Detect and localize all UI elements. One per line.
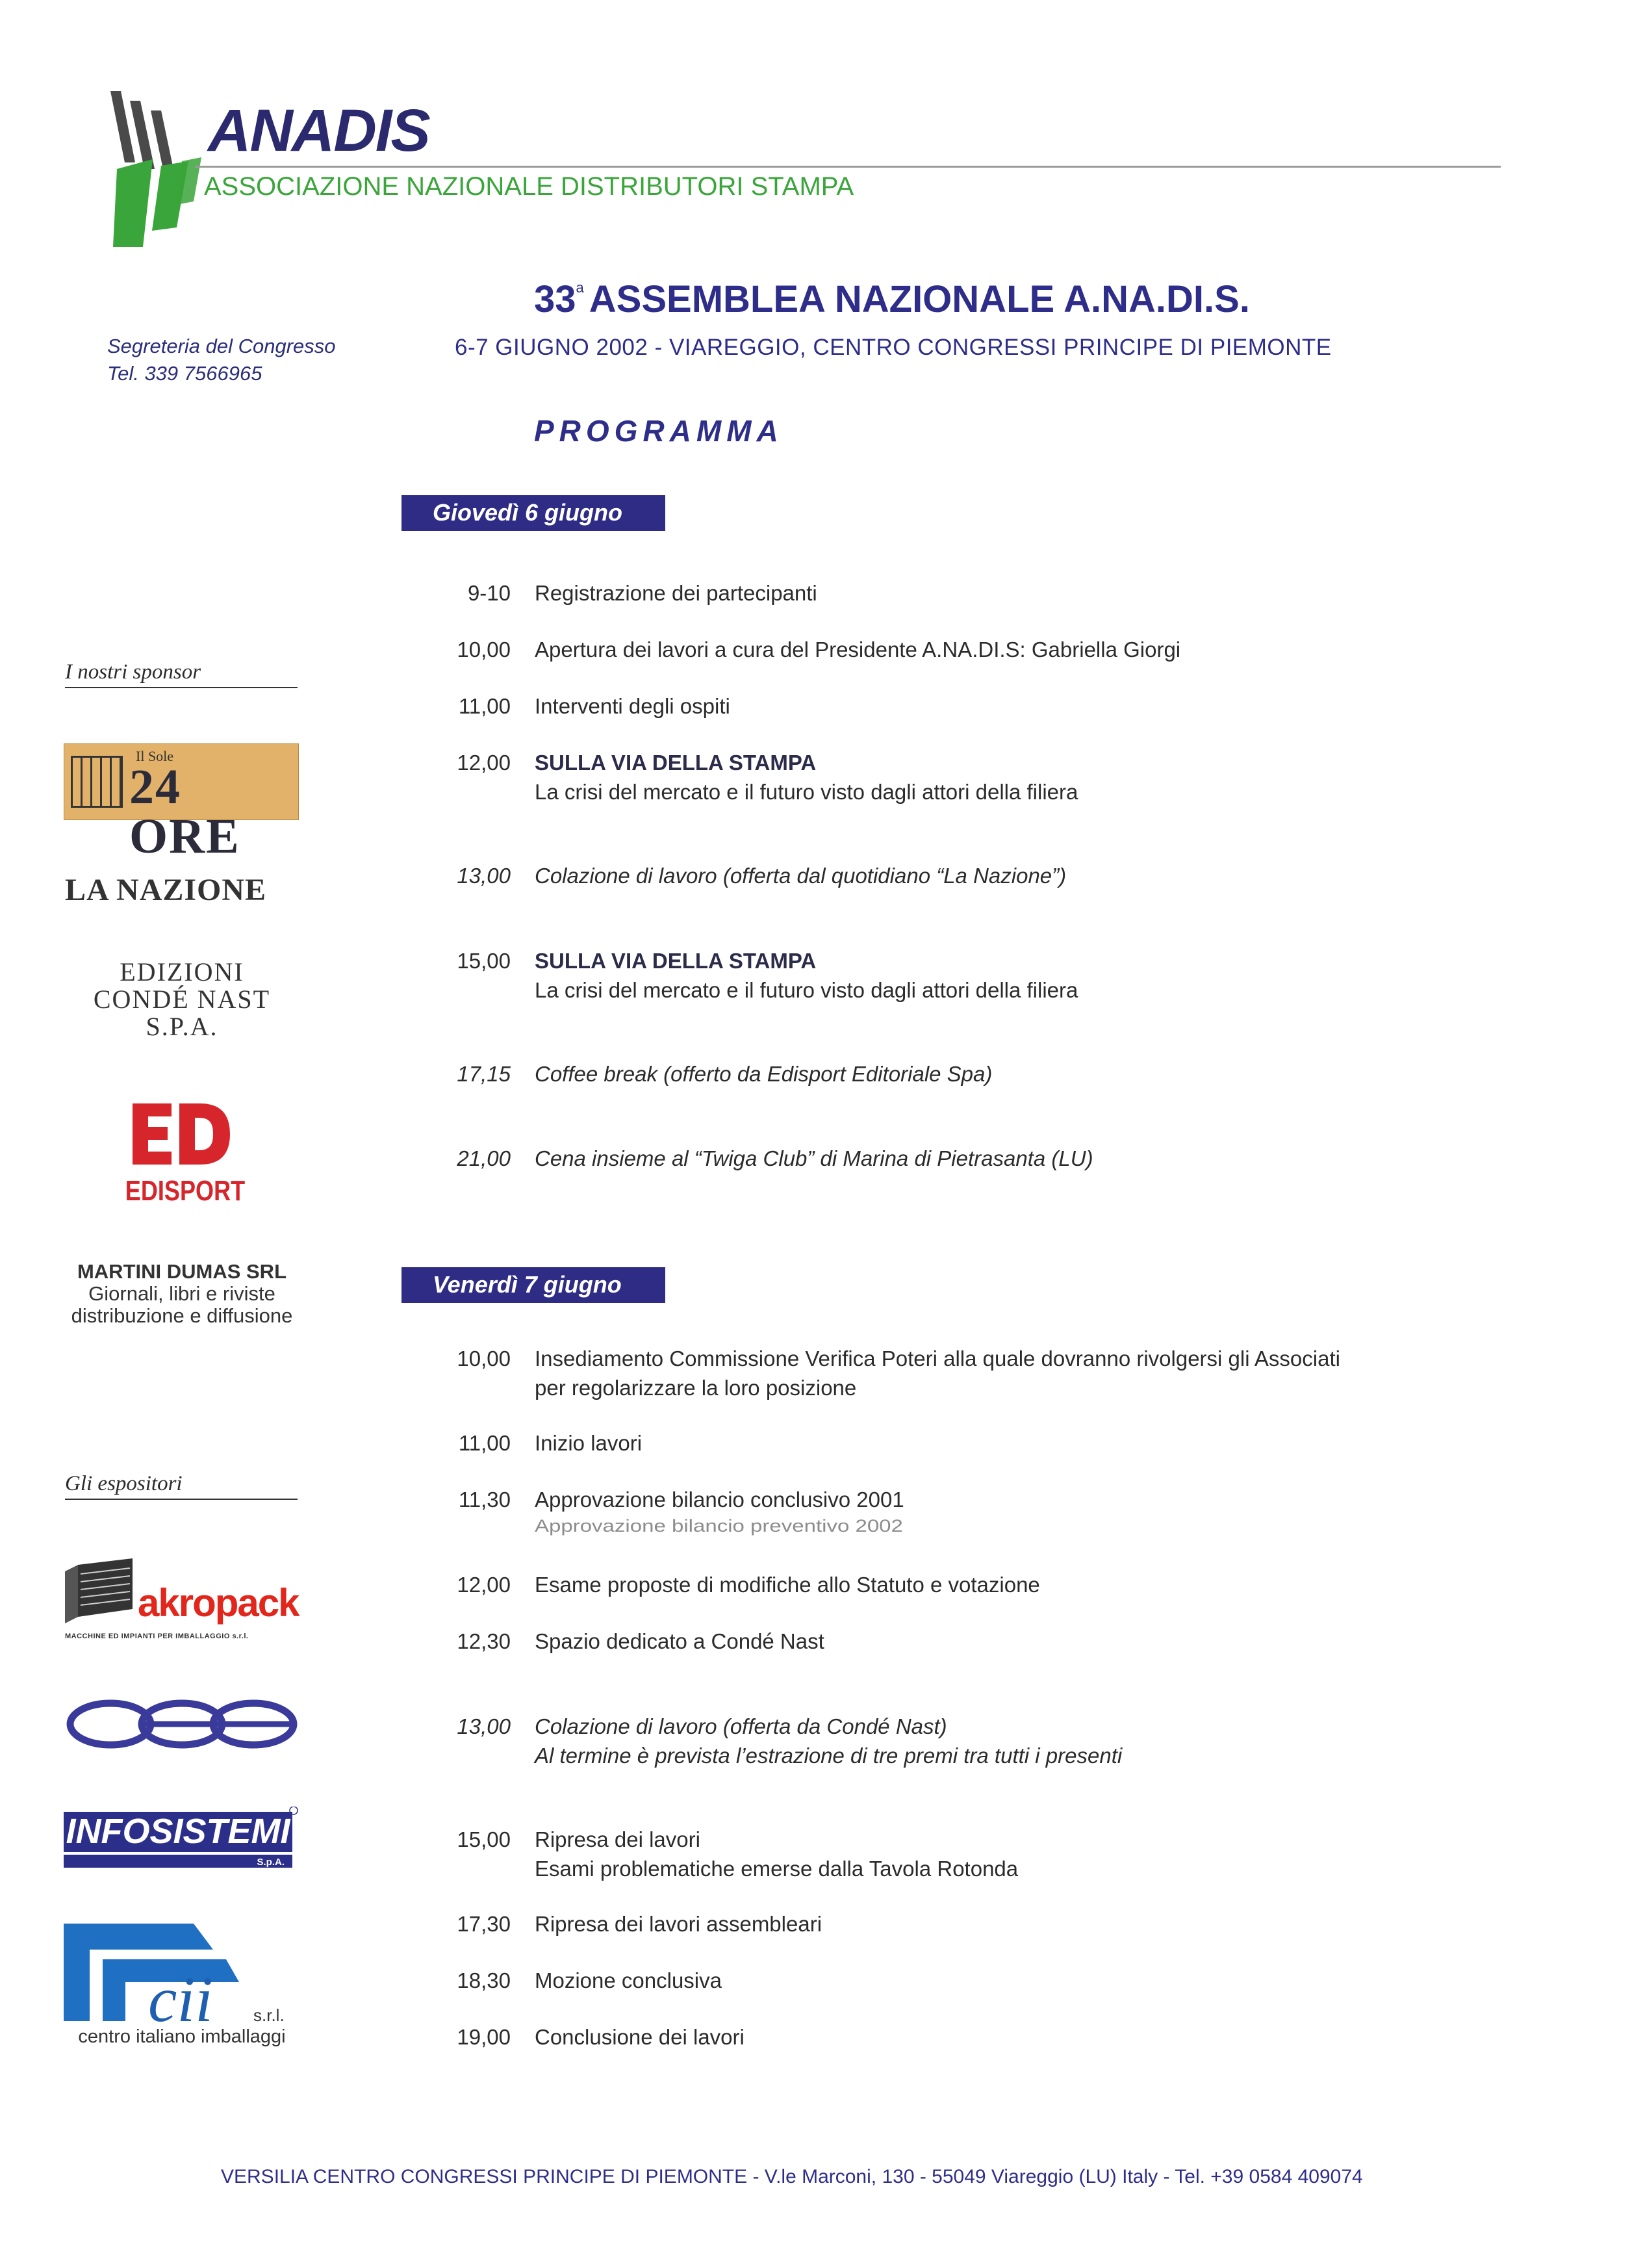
- schedule-line: Coffee break (offerto da Edisport Editoriale Spa): [535, 1062, 993, 1086]
- edisport-mark-icon: [129, 1098, 233, 1170]
- dpe-logo: [64, 1696, 299, 1752]
- schedule-time: 15,00: [457, 1827, 511, 1851]
- event-subtitle: 6-7 GIUGNO 2002 - VIAREGGIO, CENTRO CONGRESSI PRINCIPE DI PIEMONTE: [455, 335, 1332, 360]
- akropack-logo-text: akropack: [138, 1581, 299, 1625]
- event-title: [534, 278, 1250, 320]
- schedule-desc: [535, 1059, 1444, 1089]
- footer-address: VERSILIA CENTRO CONGRESSI PRINCIPE DI PIEMONTE - V.le Marconi, 130 - 55049 Viareggio (LU) Italy - Tel. +39 0584 409074: [221, 2166, 1363, 2187]
- schedule-line: Colazione di lavoro (offerta dal quotidiano “La Nazione”): [535, 864, 1067, 888]
- day-banner-friday: Venerdì 7 giugno: [401, 1267, 665, 1303]
- martini-line: distribuzione e diffusione: [71, 1304, 293, 1328]
- schedule-line: Ripresa dei lavori assembleari: [535, 1912, 822, 1936]
- martini-dumas-logo: [58, 1261, 305, 1327]
- schedule-line: Colazione di lavoro (offerta da Condé Nast): [535, 1714, 947, 1738]
- schedule-time: 19,00: [457, 2025, 511, 2049]
- cii-srl: s.r.l.: [253, 2005, 285, 2025]
- schedule-time: 10,00: [457, 1347, 511, 1371]
- schedule-desc: [535, 1627, 1444, 1656]
- schedule-time: 21,00: [457, 1146, 511, 1170]
- schedule-desc: [535, 635, 1444, 664]
- secretary-label: Segreteria del Congresso: [107, 335, 336, 357]
- schedule-desc: [535, 1144, 1444, 1173]
- schedule-heading: SULLA VIA DELLA STAMPA: [535, 949, 817, 973]
- schedule-time: 10,00: [457, 638, 511, 662]
- schedule-line: per regolarizzare la loro posizione: [535, 1376, 857, 1400]
- schedule-time: 13,00: [457, 864, 511, 888]
- infosistemi-logo-text: INFOSISTEMI: [66, 1812, 290, 1851]
- schedule-time: 11,30: [458, 1488, 511, 1512]
- schedule-line: Esami problematiche emerse dalla Tavola Rotonda: [535, 1857, 1019, 1881]
- schedule-desc: [535, 578, 1444, 608]
- sponsors-heading: I nostri sponsor: [65, 660, 298, 688]
- schedule-line: La crisi del mercato e il futuro visto dagli attori della filiera: [535, 780, 1078, 804]
- schedule-line: Registrazione dei partecipanti: [535, 581, 817, 605]
- schedule-line: Apertura dei lavori a cura del Presidente A.NA.DI.S: Gabriella Giorgi: [535, 638, 1181, 662]
- anadis-logo-mark: [104, 84, 201, 247]
- schedule-time: 12,30: [457, 1629, 511, 1653]
- sole-big-text: 24 ORE: [129, 760, 240, 864]
- schedule-time: 13,00: [457, 1714, 511, 1738]
- anadis-logo-text: ANADIS: [208, 97, 429, 164]
- schedule-line: Inizio lavori: [535, 1431, 643, 1455]
- schedule-time: 17,15: [457, 1062, 511, 1086]
- cii-logo-text: cii: [148, 1963, 213, 2035]
- schedule-time: 9-10: [467, 581, 511, 605]
- schedule-time: 18,30: [457, 1968, 511, 1992]
- schedule-desc: [535, 946, 1444, 1005]
- schedule-desc: [535, 1712, 1444, 1770]
- schedule-time: 12,00: [457, 1573, 511, 1597]
- event-title-text: ASSEMBLEA NAZIONALE A.NA.DI.S.: [589, 278, 1250, 320]
- martini-title: MARTINI DUMAS SRL: [77, 1260, 287, 1283]
- schedule-desc: [535, 1825, 1444, 1883]
- schedule-time: 15,00: [457, 949, 511, 973]
- schedule-line: Ripresa dei lavori: [535, 1827, 700, 1851]
- schedule-desc: [535, 748, 1444, 806]
- schedule-desc: [535, 861, 1444, 890]
- schedule-heading: SULLA VIA DELLA STAMPA: [535, 751, 817, 775]
- schedule-line: Spazio dedicato a Condé Nast: [535, 1629, 824, 1653]
- la-nazione-logo: LA NAZIONE: [65, 873, 267, 907]
- schedule-time: 12,00: [457, 751, 511, 775]
- schedule-line: La crisi del mercato e il futuro visto dagli attori della filiera: [535, 978, 1078, 1002]
- schedule-desc: [535, 1570, 1444, 1599]
- edisport-logo-text: EDISPORT: [125, 1175, 246, 1207]
- secretary-phone: Tel. 339 7566965: [107, 361, 262, 385]
- schedule-desc: [535, 691, 1444, 721]
- event-number: 33: [534, 278, 576, 320]
- event-ordinal: a: [576, 279, 584, 296]
- header-rule: [195, 166, 1501, 168]
- conde-nast-logo: [65, 959, 299, 1040]
- akropack-subtitle: MACCHINE ED IMPIANTI PER IMBALLAGGIO s.r.l.: [65, 1632, 249, 1640]
- schedule-desc: [535, 2022, 1444, 2052]
- schedule-desc: [535, 1966, 1444, 1995]
- conde-line: S.P.A.: [146, 1012, 218, 1041]
- martini-line: Giornali, libri e riviste: [88, 1282, 275, 1306]
- schedule-line: Approvazione bilancio conclusivo 2001: [535, 1488, 904, 1512]
- schedule-desc: [535, 1344, 1444, 1402]
- schedule-time: 17,30: [457, 1912, 511, 1936]
- cii-caption: centro italiano imballaggi: [78, 2026, 286, 2047]
- schedule-line: Esame proposte di modifiche allo Statuto e votazione: [535, 1573, 1040, 1597]
- day-banner-thursday: Giovedì 6 giugno: [401, 495, 665, 531]
- schedule-line: Interventi degli ospiti: [535, 694, 730, 718]
- schedule-desc: [535, 1428, 1444, 1458]
- schedule-desc: [535, 1909, 1444, 1939]
- schedule-line: Conclusione dei lavori: [535, 2025, 745, 2049]
- conde-line: EDIZIONI: [120, 957, 244, 986]
- sole-24-ore-logo: [64, 743, 299, 864]
- sole-grid-icon: [71, 756, 123, 808]
- schedule-line-faint: Approvazione bilancio preventivo 2002: [535, 1516, 903, 1536]
- schedule-line: Insediamento Commissione Verifica Poteri alla quale dovranno rivolgersi gli Associati: [535, 1347, 1340, 1371]
- congress-secretary: [107, 333, 336, 387]
- schedule-desc: [535, 1485, 1444, 1543]
- infosistemi-logo: [64, 1807, 299, 1869]
- schedule-line: Cena insieme al “Twiga Club” di Marina di Pietrasanta (LU): [535, 1146, 1093, 1170]
- sole-small-text: Il Sole: [136, 748, 174, 764]
- schedule-time: 11,00: [458, 1431, 511, 1455]
- schedule-line: Al termine è prevista l’estrazione di tre premi tra tutti i presenti: [535, 1744, 1123, 1768]
- programma-heading: PROGRAMMA: [534, 414, 783, 448]
- schedule-line: Mozione conclusiva: [535, 1968, 722, 1992]
- exhibitors-heading: Gli espositori: [65, 1472, 298, 1500]
- schedule-time: 11,00: [458, 694, 511, 718]
- akropack-box-icon: [65, 1558, 133, 1623]
- conde-line: CONDÉ NAST: [93, 985, 271, 1014]
- infosistemi-sub: S.p.A.: [257, 1857, 285, 1868]
- association-name: ASSOCIAZIONE NAZIONALE DISTRIBUTORI STAMPA: [204, 172, 854, 201]
